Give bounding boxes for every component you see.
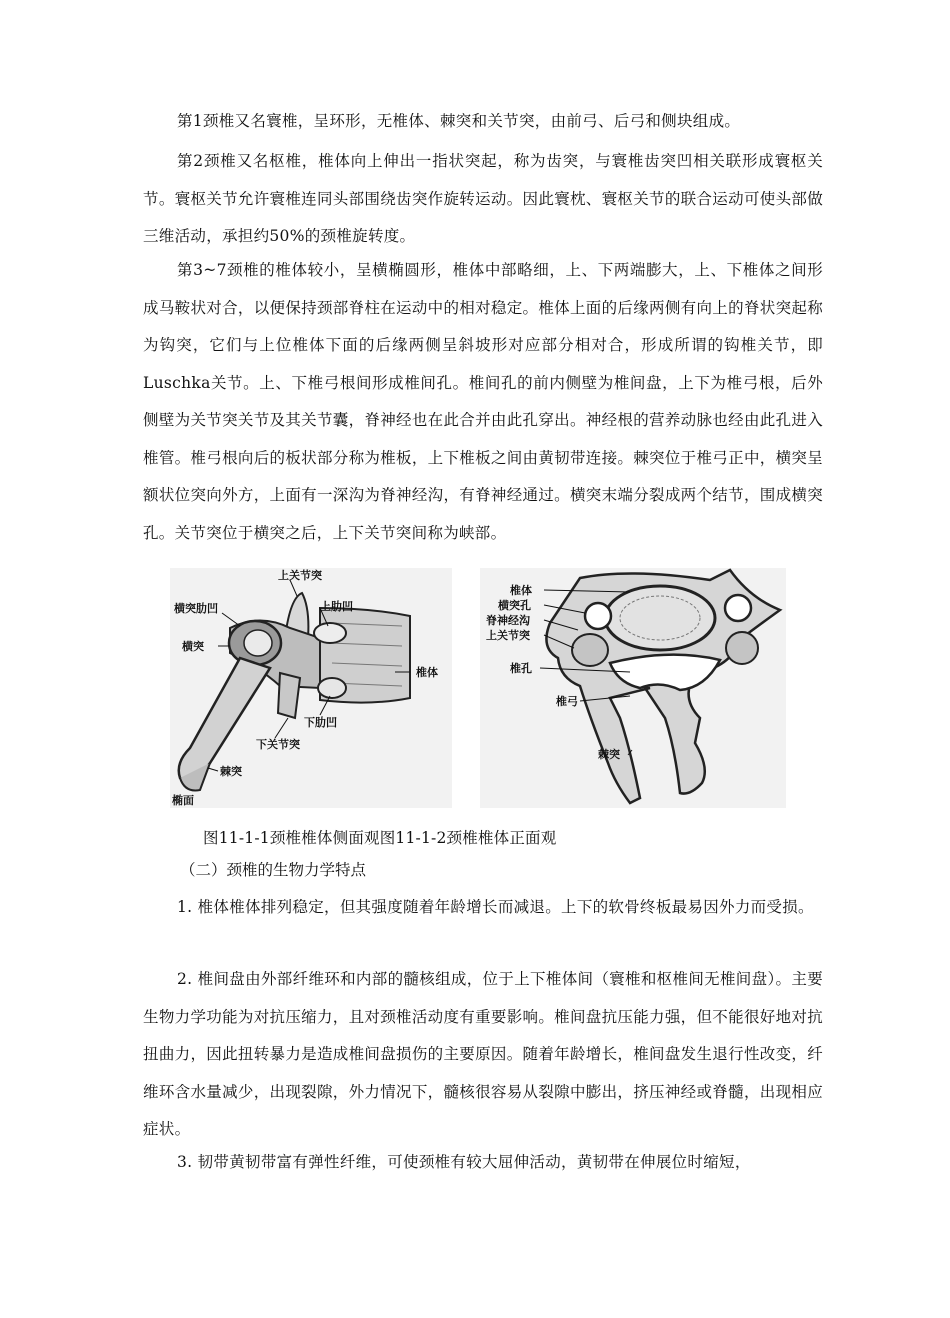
figure-superior-view (480, 568, 786, 808)
figure-caption: 图11-1-1颈椎椎体侧面观图11-1-2颈椎椎体正面观 (203, 829, 557, 847)
label-inferior-articular: 下关节突 (256, 738, 300, 751)
label-vertebral-foramen: 椎孔 (510, 662, 532, 675)
label-body: 椎体 (416, 666, 438, 679)
label-spinous: 棘突 (220, 765, 242, 778)
superior-vertebra-illustration (480, 568, 786, 808)
label-spinous-right: 棘突 (598, 748, 620, 761)
label-transverse: 横突 (182, 640, 204, 653)
paragraph-axis: 第2颈椎又名枢椎，椎体向上伸出一指状突起，称为齿突，与寰椎齿突凹相关联形成寰枢关节。寰枢关节允许寰椎连同头部围绕齿突作旋转运动。因此寰枕、寰枢关节的联合运动可使头部做三维活动，承担约50%的颈椎旋转度。 (143, 152, 823, 245)
label-superior-costal: 上肋凹 (320, 600, 353, 613)
label-superior-articular: 上关节突 (278, 569, 322, 582)
paragraph-intervertebral-disc: 2. 椎间盘由外部纤维环和内部的髓核组成，位于上下椎体间（寰椎和枢椎间无椎间盘）。主要生物力学功能为对抗压缩力，且对颈椎活动度有重要影响。椎间盘抗压能力强，但不能很好地对抗扭曲力，因此扭转暴力是造成椎间盘损伤的主要原因。随着年龄增长，椎间盘发生退行性改变，纤维环含水量减少，出现裂隙，外力情况下，髓核很容易从裂隙中膨出，挤压神经或脊髓，出现相应症状。 (143, 970, 823, 1138)
paragraph-ligament: 3. 韧带黄韧带富有弹性纤维，可使颈椎有较大屈伸活动，黄韧带在伸展位时缩短， (177, 1153, 751, 1171)
label-costal-facet: 横突肋凹 (174, 602, 218, 615)
label-body-right: 椎体 (510, 584, 532, 597)
label-superior-articular-right: 上关节突 (486, 629, 530, 642)
paragraph-vertebral-body: 1. 椎体椎体排列稳定，但其强度随着年龄增长而减退。上下的软骨终板最易因外力而受损。 (177, 898, 814, 916)
label-transverse-foramen: 横突孔 (498, 599, 531, 612)
label-nerve-groove: 脊神经沟 (486, 614, 530, 627)
label-arch: 椎弓 (556, 695, 578, 708)
label-inferior-costal: 下肋凹 (304, 716, 337, 729)
label-section: 椭面 (172, 794, 194, 807)
paragraph-c3-c7: 第3~7颈椎的椎体较小，呈横椭圆形，椎体中部略细，上、下两端膨大，上、下椎体之间形成马鞍状对合，以便保持颈部脊柱在运动中的相对稳定。椎体上面的后缘两侧有向上的脊状突起称为钩突，它们与上位椎体下面的后缘两侧呈斜坡形对应部分相对合，形成所谓的钩椎关节，即Luschka关节。上、下椎弓根间形成椎间孔。椎间孔的前内侧壁为椎间盘，上下为椎弓根，后外侧壁为关节突关节及其关节囊，脊神经也在此合并由此孔穿出。神经根的营养动脉也经由此孔进入椎管。椎弓根向后的板状部分称为椎板，上下椎板之间由黄韧带连接。棘突位于椎弓正中，横突呈额状位突向外方，上面有一深沟为脊神经沟，有脊神经通过。横突末端分裂成两个结节，围成横突孔。关节突位于横突之后，上下关节突间称为峡部。 (143, 261, 823, 542)
section-heading: （二）颈椎的生物力学特点 (180, 861, 367, 879)
lateral-vertebra-illustration (170, 568, 452, 808)
paragraph-atlas: 第1颈椎又名寰椎，呈环形，无椎体、棘突和关节突，由前弓、后弓和侧块组成。 (177, 112, 741, 130)
figure-lateral-view (170, 568, 452, 808)
